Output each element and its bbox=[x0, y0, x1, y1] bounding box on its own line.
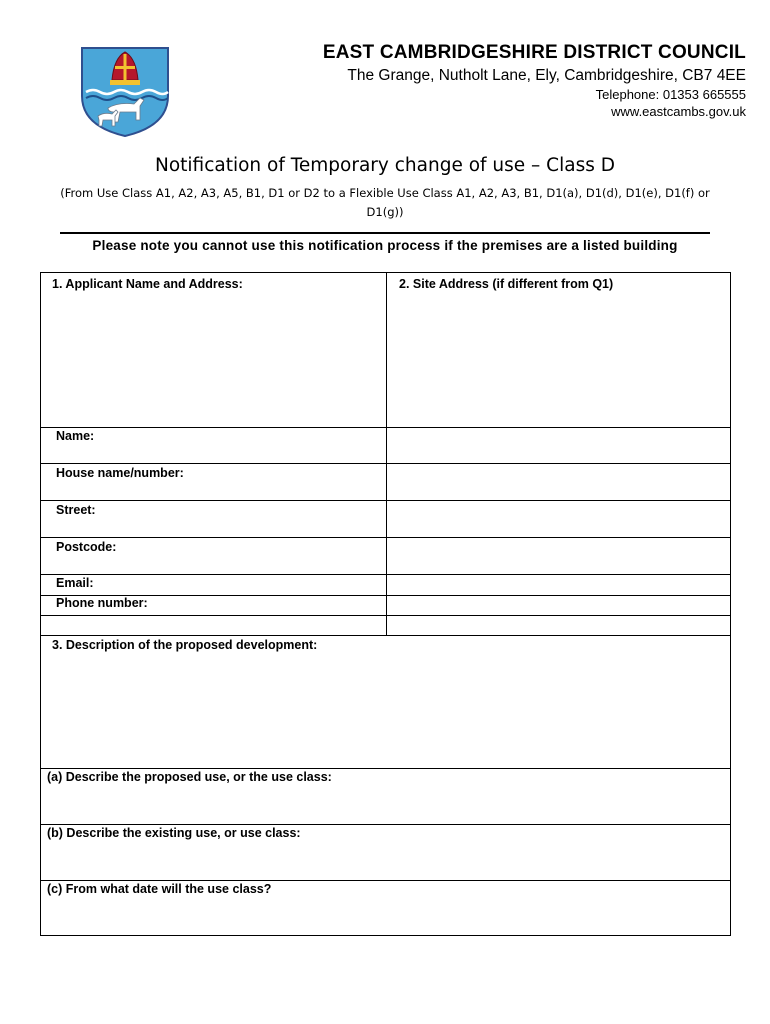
council-website[interactable]: www.eastcambs.gov.uk bbox=[611, 104, 746, 119]
existing-use-field[interactable] bbox=[42, 845, 730, 879]
site-street-field[interactable] bbox=[387, 501, 730, 537]
site-phone-field[interactable] bbox=[387, 596, 730, 615]
notification-form bbox=[40, 272, 731, 936]
description-heading: 3. Description of the proposed development: bbox=[52, 638, 318, 652]
proposed-use-label: (a) Describe the proposed use, or the use class: bbox=[47, 770, 332, 784]
council-address: The Grange, Nutholt Lane, Ely, Cambridgeshire, CB7 4EE bbox=[347, 67, 746, 84]
proposed-use-field[interactable] bbox=[42, 789, 730, 823]
applicant-address-field[interactable] bbox=[42, 295, 385, 426]
from-date-label: (c) From what date will the use class? bbox=[47, 882, 272, 896]
email-label: Email: bbox=[56, 576, 94, 590]
street-label: Street: bbox=[56, 503, 96, 517]
row-divider bbox=[41, 880, 730, 881]
page-subtitle: (From Use Class A1, A2, A3, A5, B1, D1 or D2 to a Flexible Use Class A1, A2, A3, B1, D1(a), D1(d), D1(e), D1(f) or D1(g)) bbox=[60, 186, 710, 219]
name-label: Name: bbox=[56, 429, 95, 443]
existing-use-label: (b) Describe the existing use, or use class: bbox=[47, 826, 301, 840]
listed-building-notice: Please note you cannot use this notification process if the premises are a listed building bbox=[92, 238, 678, 253]
row-divider bbox=[41, 615, 730, 616]
site-name-field[interactable] bbox=[387, 428, 730, 463]
divider bbox=[60, 232, 710, 234]
applicant-heading: 1. Applicant Name and Address: bbox=[52, 277, 243, 291]
site-address-heading: 2. Site Address (if different from Q1) bbox=[399, 277, 614, 291]
row-divider bbox=[41, 635, 730, 636]
row-divider bbox=[41, 768, 730, 769]
from-date-field[interactable] bbox=[42, 901, 730, 935]
site-address-field[interactable] bbox=[387, 295, 730, 426]
house-label: House name/number: bbox=[56, 466, 184, 480]
description-field[interactable] bbox=[42, 657, 730, 767]
council-crest-icon bbox=[78, 44, 172, 138]
postcode-label: Postcode: bbox=[56, 540, 117, 554]
site-email-field[interactable] bbox=[387, 575, 730, 595]
site-house-field[interactable] bbox=[387, 464, 730, 500]
council-telephone: Telephone: 01353 665555 bbox=[595, 87, 746, 102]
page-title: Notification of Temporary change of use – Class D bbox=[155, 155, 615, 176]
site-postcode-field[interactable] bbox=[387, 538, 730, 574]
council-header bbox=[323, 42, 746, 119]
phone-label: Phone number: bbox=[56, 596, 148, 610]
council-name: EAST CAMBRIDGESHIRE DISTRICT COUNCIL bbox=[322, 42, 746, 63]
row-divider bbox=[41, 824, 730, 825]
